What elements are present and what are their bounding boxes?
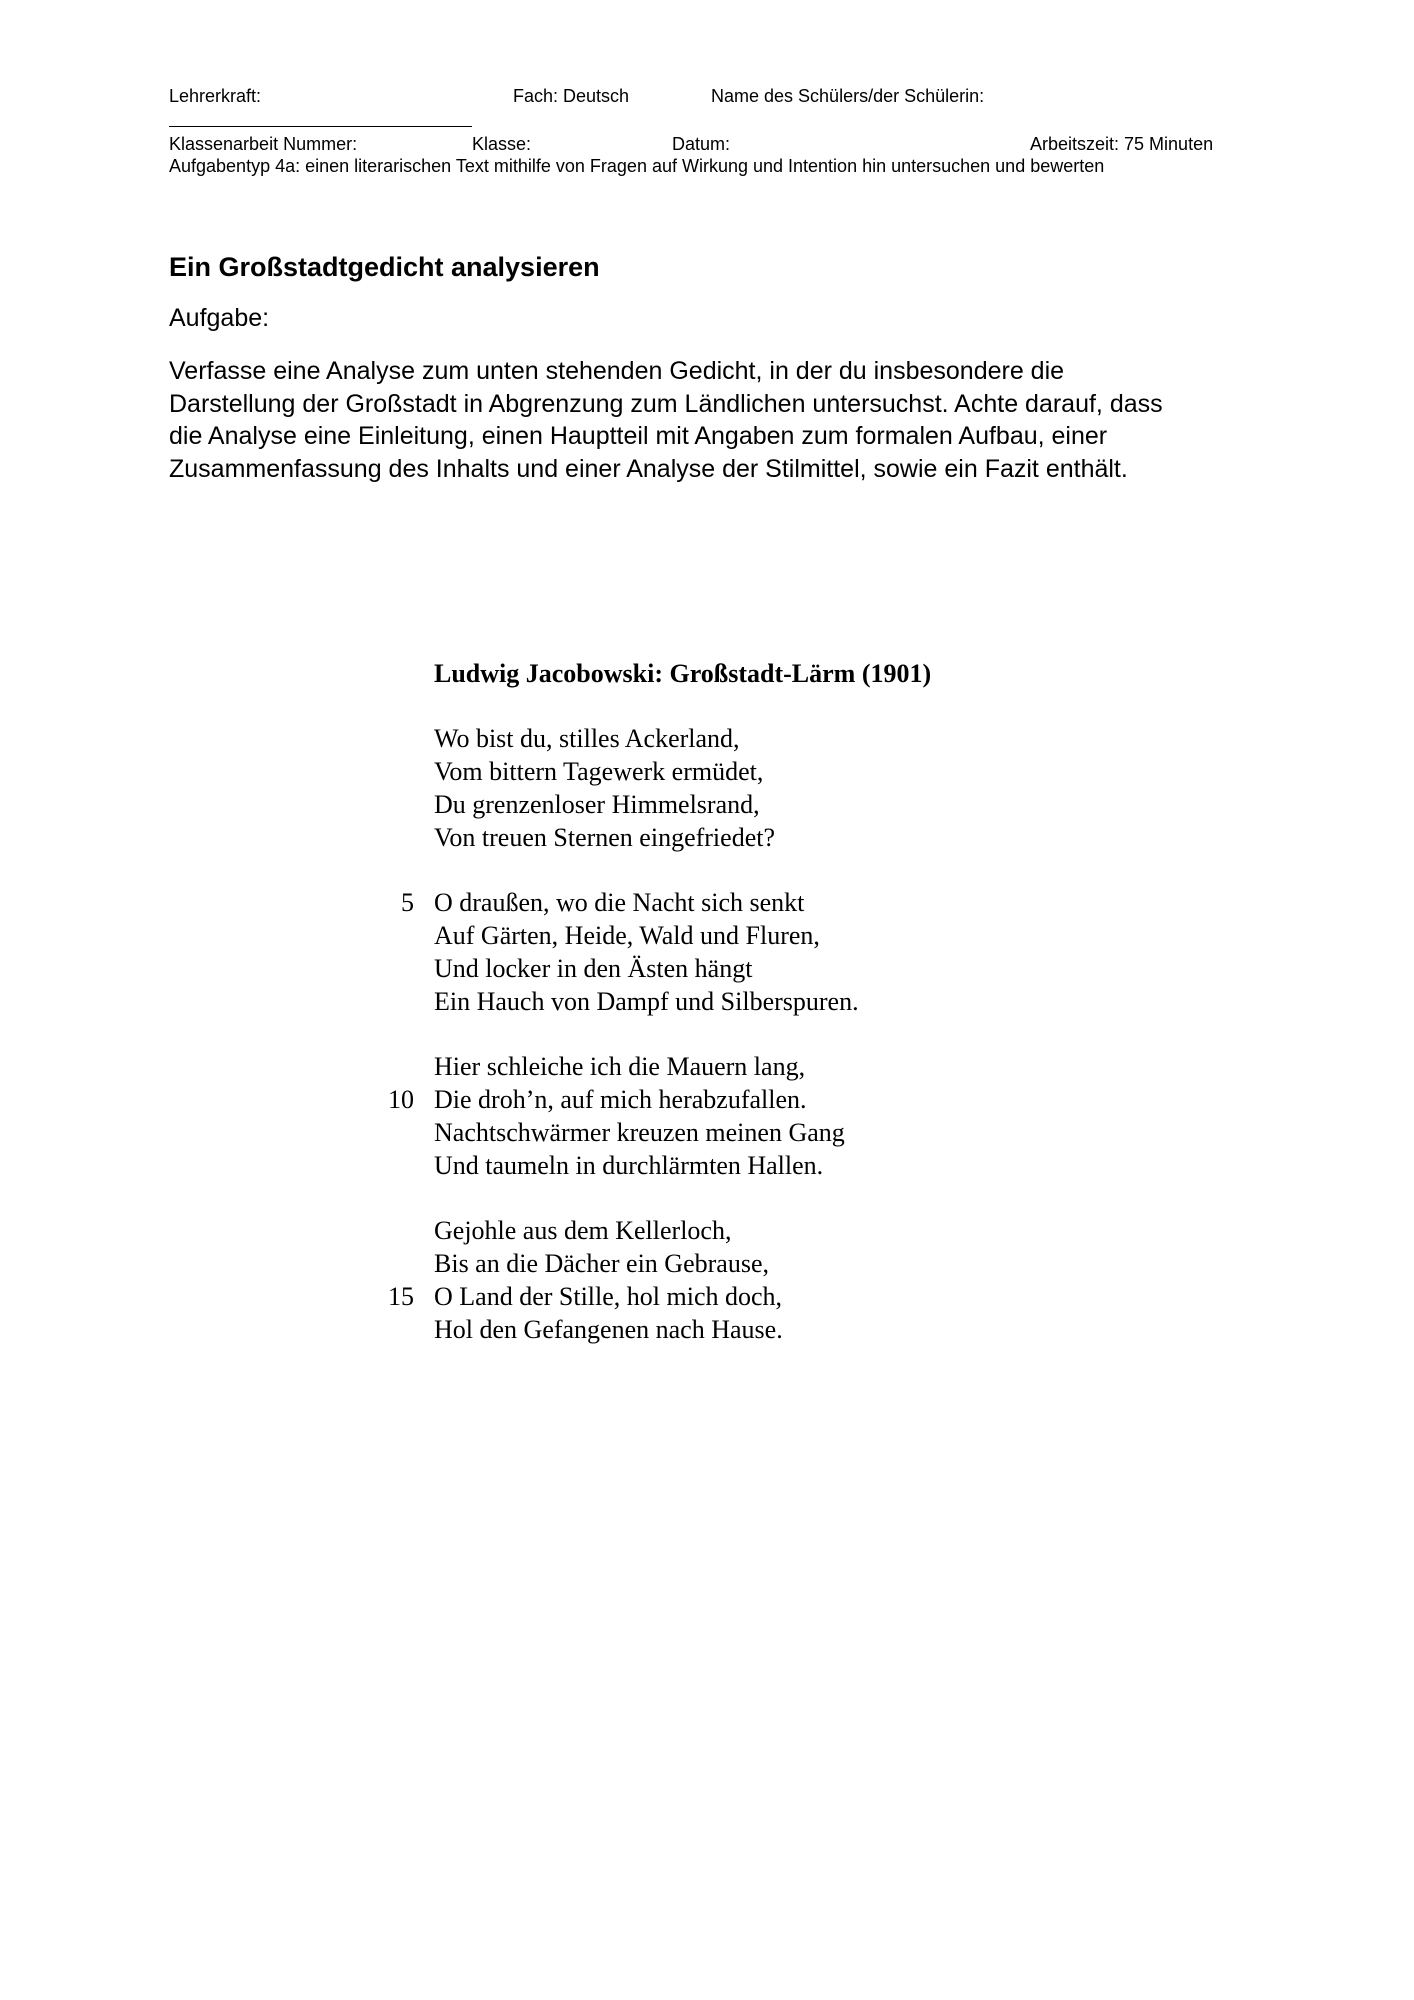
date-label: Datum: [672, 134, 731, 154]
poem-line: Ein Hauch von Dampf und Silberspuren. [434, 987, 859, 1016]
line-number: 5 [401, 888, 414, 917]
task-line: Zusammenfassung des Inhalts und einer Analyse der Stilmittel, sowie ein Fazit enthält. [169, 454, 1128, 483]
task-text [169, 355, 1259, 485]
poem-line: Bis an die Dächer ein Gebrause, [434, 1249, 769, 1278]
poem-line: Vom bittern Tagewerk ermüdet, [434, 757, 764, 786]
exam-number-label: Klassenarbeit Nummer: [169, 134, 358, 154]
poem-line: Gejohle aus dem Kellerloch, [434, 1216, 732, 1245]
poem-line: Die droh’n, auf mich herabzufallen. [434, 1085, 807, 1114]
page-title: Ein Großstadtgedicht analysieren [169, 252, 600, 282]
poem-line: Auf Gärten, Heide, Wald und Fluren, [434, 921, 820, 950]
task-type: Aufgabentyp 4a: einen literarischen Text mithilfe von Fragen auf Wirkung und Intention hin untersuchen und bewerten [169, 156, 1105, 176]
subject-label: Fach: Deutsch [513, 86, 630, 106]
poem-line: Von treuen Sternen eingefriedet? [434, 823, 775, 852]
task-line: die Analyse eine Einleitung, einen Hauptteil mit Angaben zum formalen Aufbau, einer [169, 422, 1108, 450]
teacher-label: Lehrerkraft: [169, 86, 262, 106]
teacher-underline [169, 126, 472, 127]
task-line: Verfasse eine Analyse zum unten stehenden Gedicht, in der du insbesondere die [169, 357, 1065, 385]
poem-title: Ludwig Jacobowski: Großstadt-Lärm (1901) [434, 659, 932, 688]
task-line: Darstellung der Großstadt in Abgrenzung zum Ländlichen untersuchst. Achte darauf, dass [169, 389, 1163, 418]
work-time-label: Arbeitszeit: 75 Minuten [1030, 134, 1214, 154]
task-label: Aufgabe: [169, 304, 270, 332]
poem-line: O draußen, wo die Nacht sich senkt [434, 888, 805, 917]
student-name-label: Name des Schülers/der Schülerin: [711, 86, 985, 106]
poem-line: O Land der Stille, hol mich doch, [434, 1282, 783, 1311]
poem-line: Und locker in den Ästen hängt [434, 954, 753, 983]
poem-line: Nachtschwärmer kreuzen meinen Gang [434, 1118, 845, 1147]
poem-line: Hol den Gefangenen nach Hause. [434, 1315, 783, 1344]
poem-line: Du grenzenloser Himmelsrand, [434, 790, 760, 819]
poem-line: Hier schleiche ich die Mauern lang, [434, 1052, 806, 1081]
line-number: 10 [388, 1085, 414, 1114]
line-number: 15 [388, 1282, 414, 1311]
poem-line: Und taumeln in durchlärmten Hallen. [434, 1151, 824, 1180]
poem-line: Wo bist du, stilles Ackerland, [434, 724, 740, 753]
class-label: Klasse: [472, 134, 532, 154]
